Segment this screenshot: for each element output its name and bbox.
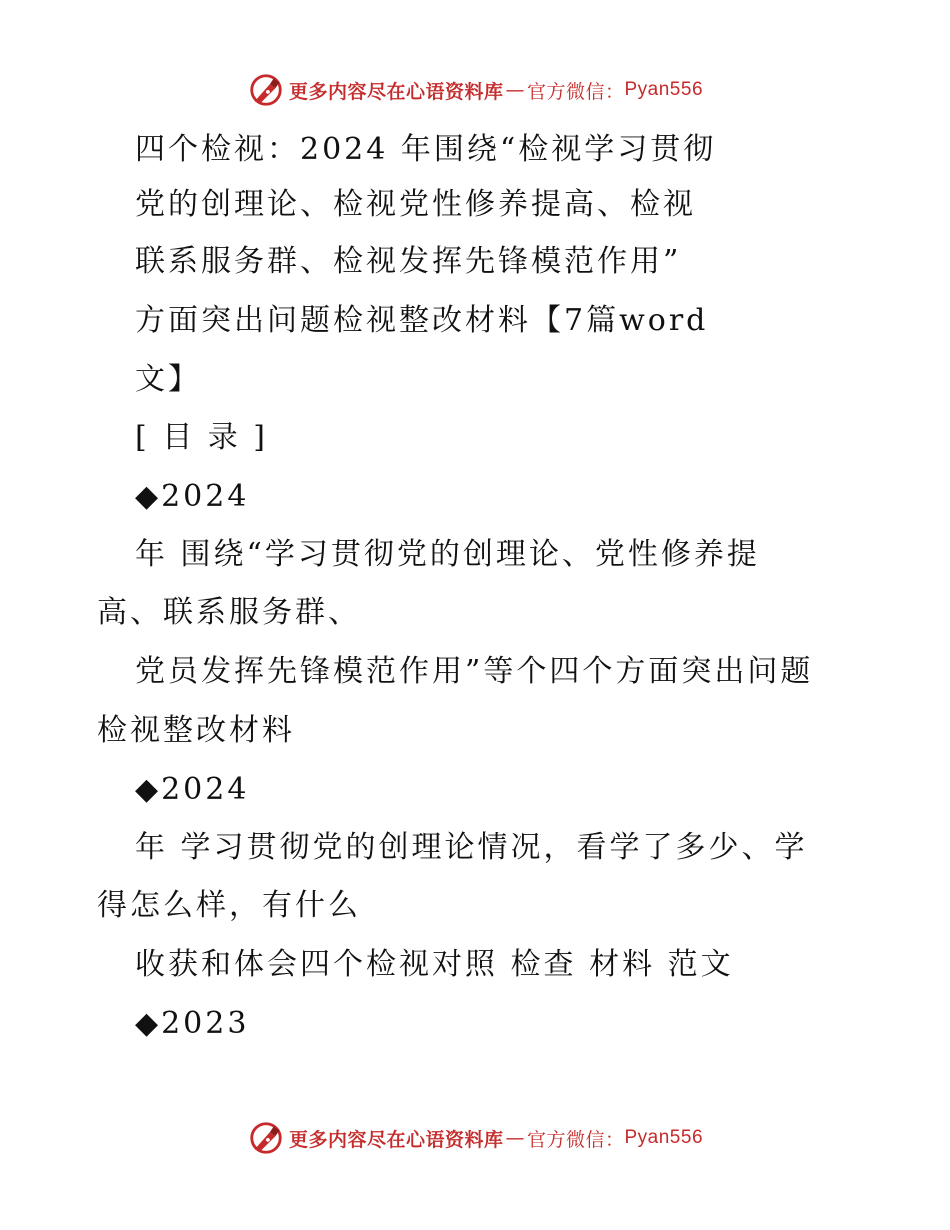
toc-entry-2-line-3: 收获和体会四个检视对照 检查 材料 范文 [135,947,734,982]
banner-wechat-label: 官方微信： [526,1128,625,1151]
toc-heading: [ 目 录 ] [135,420,269,455]
banner-main-text: 更多内容尽在心语资料库 [288,80,504,103]
toc-entry-1-line-4: 检视整改材料 [97,713,295,748]
title-line-4: 方面突出问题检视整改材料【7篇word [135,303,709,338]
toc-entry-2-line-1: 年 学习贯彻党的创理论情况，看学了多少、学 [135,830,808,865]
banner-wechat-id: Pyan556 [624,1127,704,1148]
banner-wechat-label: 官方微信： [526,80,625,103]
toc-entry-3-marker: ◆2023 [135,1006,250,1041]
header-banner [0,70,950,110]
banner-main-text: 更多内容尽在心语资料库 [288,1128,504,1151]
title-line-5: 文】 [135,362,201,397]
toc-entry-2-marker: ◆2024 [135,772,250,807]
toc-entry-2-line-2: 得怎么样，有什么 [97,888,361,923]
title-line-2: 党的创理论、检视党性修养提高、检视 [135,187,696,222]
toc-entry-1-line-1: 年 围绕“学习贯彻党的创理论、党性修养提 [135,537,760,572]
banner-separator: — [505,1127,525,1149]
banner-separator: — [505,79,525,101]
footer-banner [0,1118,950,1158]
pen-nib-logo-icon [247,1119,285,1157]
banner-wechat-id: Pyan556 [624,79,704,100]
toc-entry-1-marker: ◆2024 [135,479,250,514]
toc-entry-1-line-2: 高、联系服务群、 [97,595,361,630]
title-line-1: 四个检视：2024 年围绕“检视学习贯彻 [135,132,717,167]
pen-nib-logo-icon [247,71,285,109]
toc-entry-1-line-3: 党员发挥先锋模范作用”等个四个方面突出问题 [135,654,814,689]
title-line-3: 联系服务群、检视发挥先锋模范作用” [135,244,682,279]
